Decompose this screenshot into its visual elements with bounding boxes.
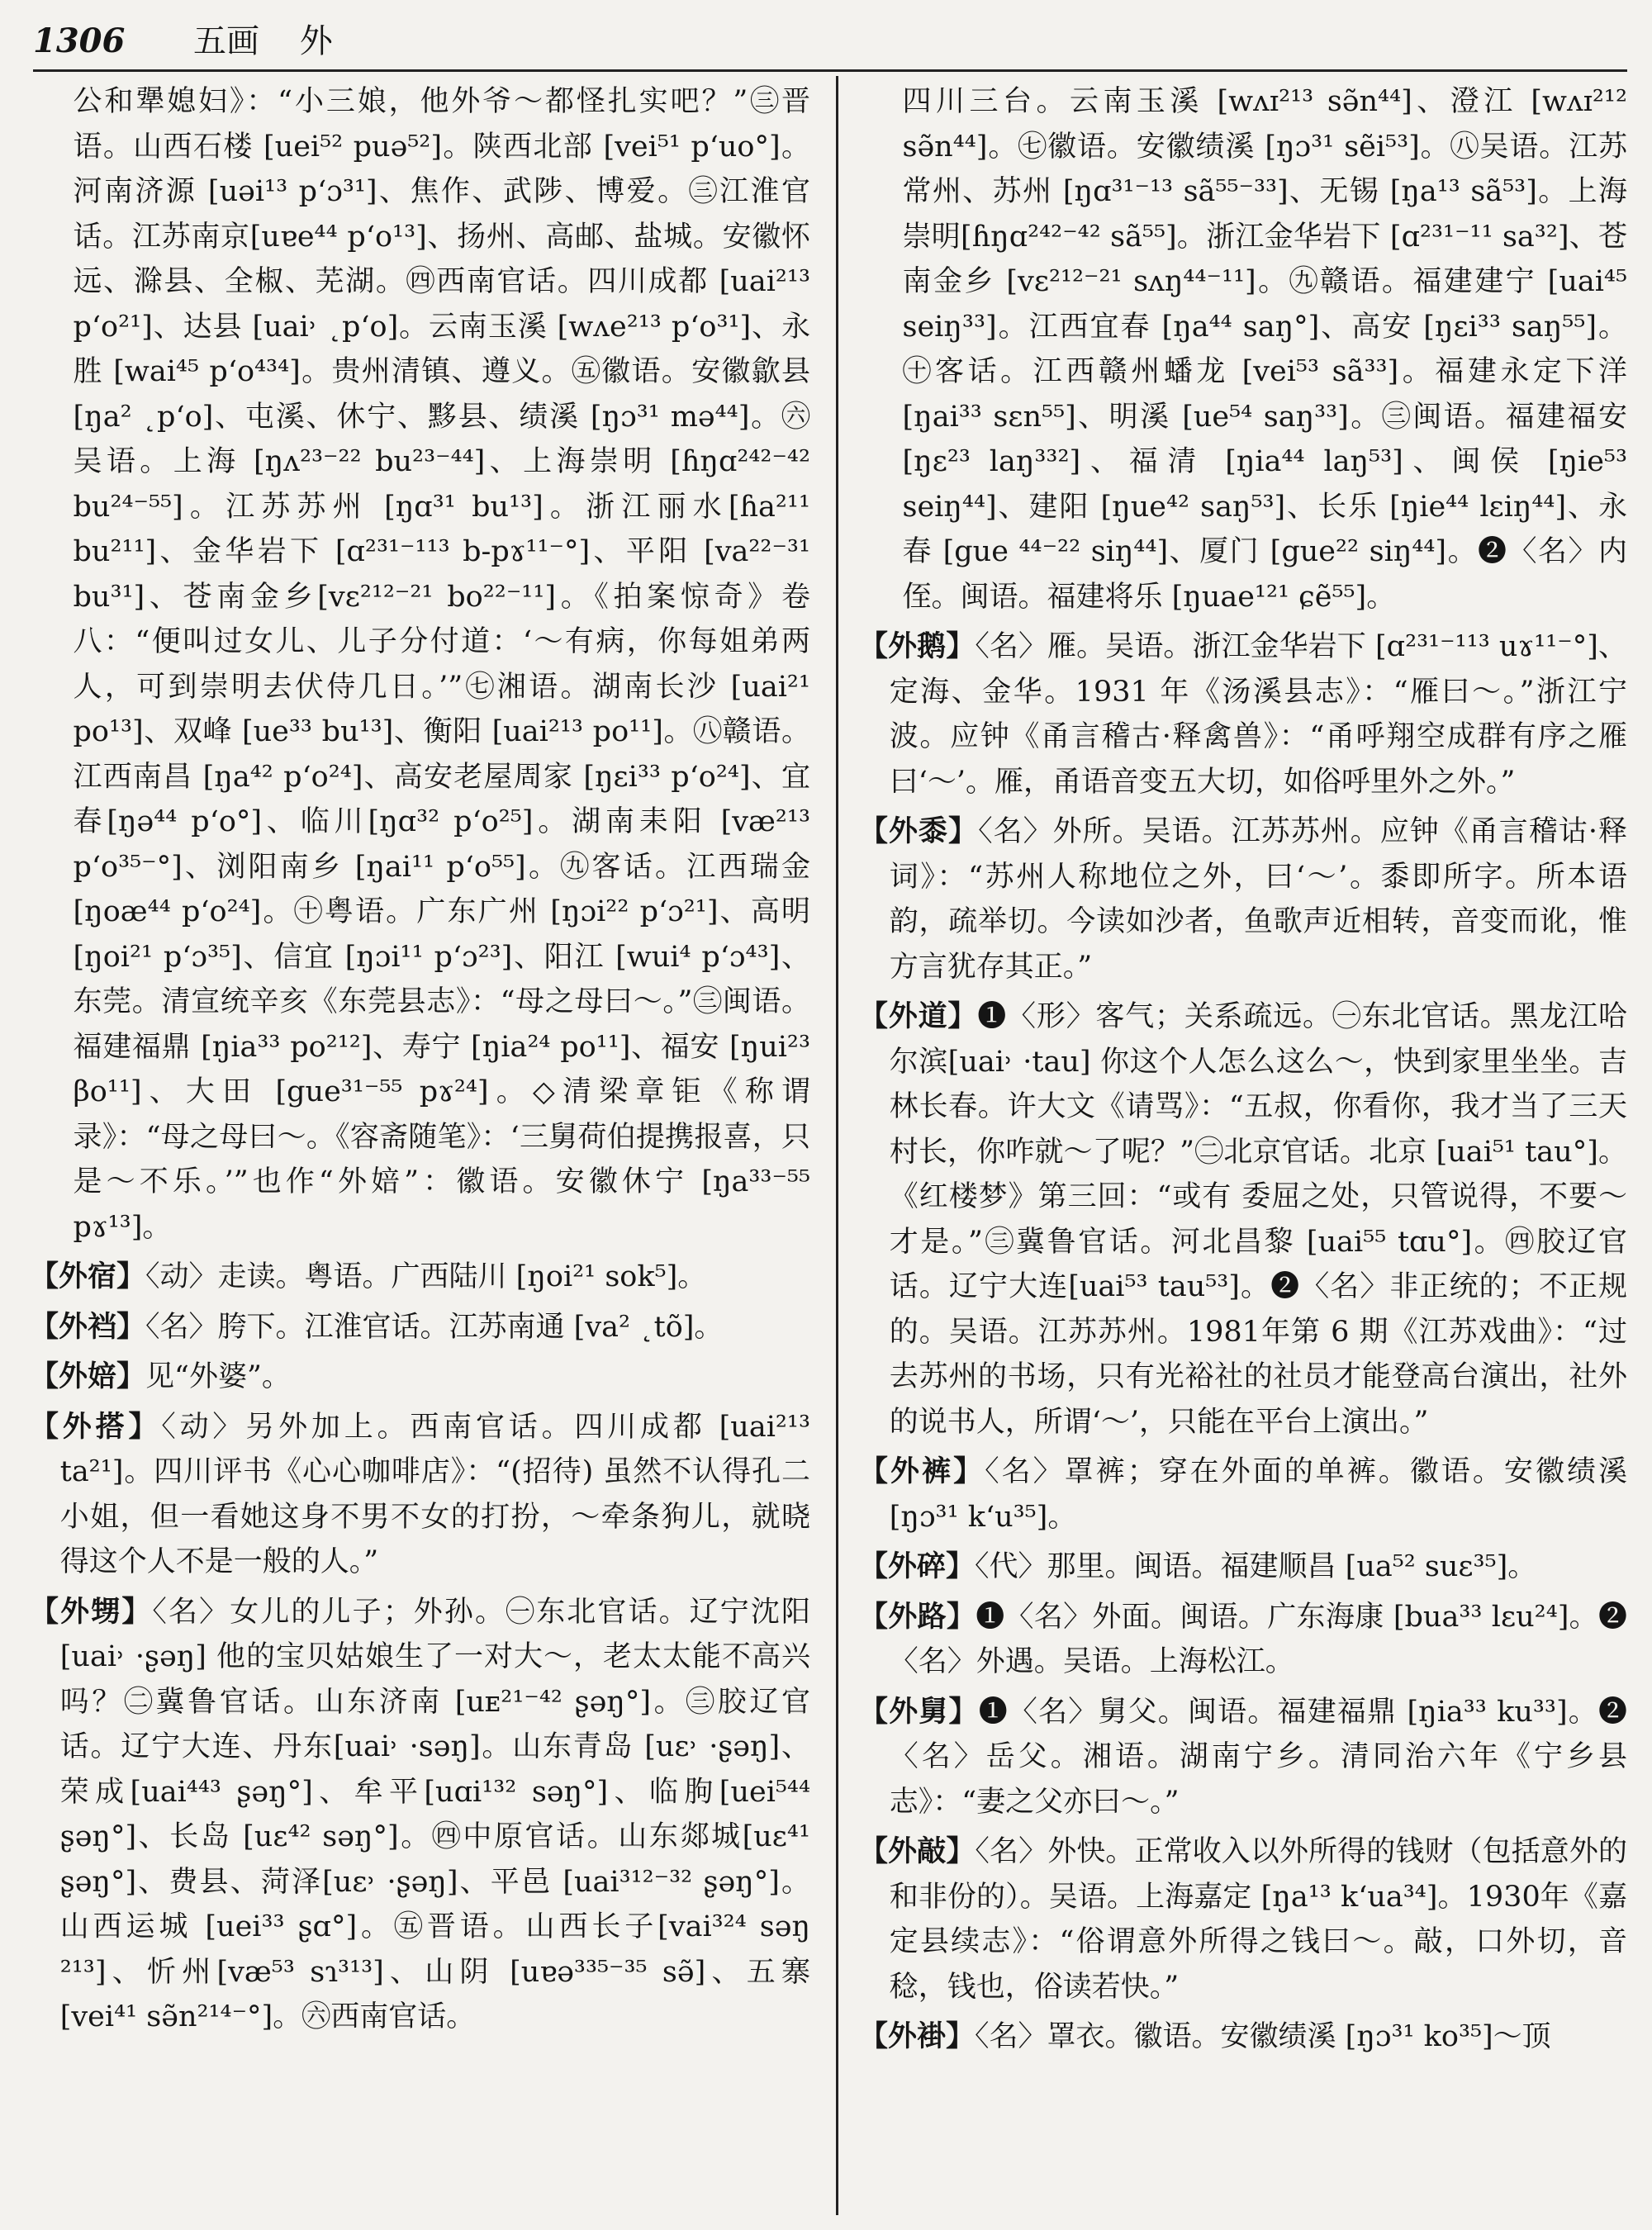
- entry-headword: 【外鹅】: [859, 629, 976, 663]
- entry-headword: 【外道】: [859, 999, 978, 1033]
- column-divider: [836, 76, 838, 2215]
- page-number: 1306: [33, 21, 126, 60]
- headword-text: 外敲: [888, 1834, 947, 1868]
- entry-definition: 〈名〉女儿的儿子；外孙。㊀东北官话。辽宁沈阳 [uai˒ ·ʂəŋ] 他的宝贝姑娘生了一对大～，老太太能不高兴吗？㊁冀鲁官话。山东济南 [uᴇ²¹⁻⁴² ʂəŋ°]。㊂胶辽官话。辽宁大连、丹东[uai˒ ·səŋ]。山东青岛 [uɛ˒ ·ʂəŋ]、荣成[uai⁴⁴³ ʂəŋ°]、牟平[uɑi¹³² səŋ°]、临朐[uei⁵⁴⁴ ʂəŋ°]、长岛 [uɛ⁴² səŋ°]。㊃中原官话。山东郯城[uɛ⁴¹ ʂəŋ°]、费县、菏泽[uɛ˒ ·ʂəŋ]、平邑 [uai³¹²⁻³² ʂəŋ°]。山西运城 [uei³³ ʂɑ°]。㊄晋语。山西长子[vai³²⁴ səŋ ²¹³]、忻州[væ⁵³ sɿ³¹³]、山阴 [uɐə³³⁵⁻³⁵ sə̃]、五寨 [vei⁴¹ sə̃n²¹⁴⁻°]。㊅西南官话。: [59, 1595, 810, 2033]
- dictionary-entry: [30, 1355, 810, 1400]
- dictionary-entry: [859, 994, 1627, 1445]
- headword-text: 外鹅: [888, 629, 947, 663]
- dictionary-entry: [30, 1590, 810, 2040]
- section-title: 五画: [193, 22, 260, 60]
- entry-headword: 【外黍】: [859, 814, 979, 848]
- entry-definition: 〈动〉走读。粤语。广西陆川 [ŋoi²¹ sok⁵]。: [145, 1260, 707, 1293]
- right-column: [859, 79, 1627, 2218]
- entry-headword: 【外宿】: [30, 1260, 146, 1293]
- dictionary-entry: [859, 1544, 1627, 1590]
- dictionary-entry: [859, 809, 1627, 989]
- dictionary-entry: [859, 624, 1627, 804]
- headword-text: 外裤: [890, 1454, 954, 1488]
- left-column: [30, 79, 810, 2218]
- entry-definition: 〈名〉罩裤；穿在外面的单裤。徽语。安徽绩溪 [ŋɔ³¹ k‘u³⁵]。: [889, 1455, 1627, 1534]
- dictionary-entry: [859, 1595, 1627, 1685]
- dictionary-entry: [859, 1829, 1627, 2009]
- headword-text: 外甥: [60, 1594, 122, 1629]
- entry-headword: 【外婄】: [30, 1359, 146, 1393]
- entry-headword: 【外裤】: [859, 1454, 985, 1488]
- headword-text: 外舅: [889, 1694, 949, 1729]
- entry-definition: 〈动〉另外加上。西南官话。四川成都 [uai²¹³ ta²¹]。四川评书《心心咖啡店》：“(招待) 虽然不认得孔二小姐，但一看她这身不男不女的打扮，～牵条狗儿，就晓得这个人不是一般的人。”: [59, 1410, 810, 1578]
- headword-text: 外碎: [888, 1549, 947, 1583]
- headword-text: 外黍: [889, 814, 949, 848]
- entry-definition: 〈名〉外快。正常收入以外所得的钱财（包括意外的和非份的）。吴语。上海嘉定 [ŋa¹³ k‘ua³⁴]。1930年《嘉定县续志》：“俗谓意外所得之钱曰～。敲，口外切，音稔，钱也，俗读若快。”: [889, 1835, 1627, 2004]
- headword-text: 外宿: [59, 1260, 117, 1293]
- entry-headword: 【外碎】: [859, 1549, 976, 1583]
- entry-definition: 〈名〉雁。吴语。浙江金华岩下 [ɑ²³¹⁻¹¹³ uɤ¹¹⁻°]、定海、金华。1931 年《汤溪县志》：“雁曰～。”浙江宁波。应钟《甬言稽古·释禽兽》：“甬呼翔空成群有序之雁曰‘～’。雁，甬语音变五大切，如俗呼里外之外。”: [889, 630, 1627, 799]
- headword-text: 外裆: [59, 1309, 117, 1344]
- entry-definition: 〈名〉罩衣。徽语。安徽绩溪 [ŋɔ³¹ ko³⁵]～顶: [975, 2020, 1551, 2053]
- dictionary-entry: [859, 1450, 1627, 1540]
- entry-headword: 【外褂】: [859, 2019, 976, 2053]
- page-header: [33, 18, 333, 64]
- dictionary-entry: [30, 1405, 810, 1585]
- headword-text: 外搭: [62, 1409, 129, 1444]
- entry-headword: 【外甥】: [30, 1594, 153, 1629]
- dictionary-entry: [859, 2014, 1627, 2060]
- entry-definition: 〈名〉胯下。江淮官话。江苏南通 [va² ˛tõ]。: [145, 1310, 724, 1344]
- entry-definition: 见“外婆”。: [145, 1360, 291, 1393]
- entry-headword: 【外舅】: [859, 1694, 979, 1729]
- entry-headword: 【外裆】: [30, 1309, 146, 1344]
- entry-headword: 【外敲】: [859, 1834, 976, 1868]
- entry-definition: ❶〈名〉外面。闽语。广东海康 [bua³³ lɛu²⁴]。❷〈名〉外遇。吴语。上海松江。: [889, 1600, 1627, 1678]
- headword-text: 外褂: [888, 2019, 947, 2053]
- dictionary-entry: [859, 1690, 1627, 1825]
- entry-continuation: 四川三台。云南玉溪 [wʌɪ²¹³ sə̃n⁴⁴]、澄江 [wʌɪ²¹² sə̃n⁴⁴]。㊆徽语。安徽绩溪 [ŋɔ³¹ sẽi⁵³]。㊇吴语。江苏常州、苏州 [ŋɑ³¹⁻¹³ sã⁵⁵⁻³³]、无锡 [ŋa¹³ sã⁵³]。上海崇明[ɦŋɑ²⁴²⁻⁴² sã⁵⁵]。浙江金华岩下 [ɑ²³¹⁻¹¹ sa³²]、苍南金乡 [vɛ²¹²⁻²¹ sʌŋ⁴⁴⁻¹¹]。㊈赣语。福建建宁 [uai⁴⁵ seiŋ³³]。江西宜春 [ŋa⁴⁴ saŋ°]、高安 [ŋɛi³³ saŋ⁵⁵]。㊉客话。江西赣州蟠龙 [vei⁵³ sã³³]。福建永定下洋 [ŋai³³ sɛn⁵⁵]、明溪 [ue⁵⁴ saŋ³³]。㊂闽语。福建福安 [ŋɛ²³ laŋ³³²]、福清 [ŋia⁴⁴ laŋ⁵³]、闽侯 [ŋie⁵³ seiŋ⁴⁴]、建阳 [ŋue⁴² saŋ⁵³]、长乐 [ŋie⁴⁴ lɛiŋ⁴⁴]、永春 [gue ⁴⁴⁻²² siŋ⁴⁴]、厦门 [gue²² siŋ⁴⁴]。❷〈名〉内侄。闽语。福建将乐 [ŋuae¹²¹ ɕẽ⁵⁵]。: [902, 85, 1627, 614]
- dictionary-entry: [30, 1305, 810, 1350]
- header-rule: [33, 69, 1627, 72]
- entry-definition: ❶〈名〉舅父。闽语。福建福鼎 [ŋia³³ ku³³]。❷〈名〉岳父。湘语。湖南宁乡。清同治六年《宁乡县志》：“妻之父亦曰～。”: [889, 1695, 1627, 1819]
- entry-headword: 【外搭】: [30, 1409, 162, 1444]
- entry-definition: 〈名〉外所。吴语。江苏苏州。应钟《甬言稽诂·释词》：“苏州人称地位之外，曰‘～’。黍即所字。所本语韵，疏举切。今读如沙者，鱼歌声近相转，音变而讹，惟方言犹存其正。”: [889, 815, 1627, 984]
- dictionary-entry: [30, 1255, 810, 1300]
- headword-text: 外婄: [59, 1359, 117, 1393]
- headword-text: 外道: [888, 999, 948, 1033]
- headword-character: 外: [299, 22, 333, 60]
- entry-headword: 【外路】: [859, 1599, 976, 1634]
- entry-continuation: 公和犟媳妇》：“小三娘，他外爷～都怪扎实吧？”㊂晋语。山西石楼 [uei⁵² puə⁵²]。陕西北部 [vei⁵¹ p‘uo°]。河南济源 [uəi¹³ p‘ɔ³¹]、焦作、武陟、博爱。㊂江淮官话。江苏南京[uɐe⁴⁴ p‘o¹³]、扬州、高邮、盐城。安徽怀远、滁县、全椒、芜湖。㊃西南官话。四川成都 [uai²¹³ p‘o²¹]、达县 [uai˒ ˛p‘o]。云南玉溪 [wʌe²¹³ p‘o³¹]、永胜 [wai⁴⁵ p‘o⁴³⁴]。贵州清镇、遵义。㊄徽语。安徽歙县 [ŋa² ˛p‘o]、屯溪、休宁、黟县、绩溪 [ŋɔ³¹ mə⁴⁴]。㊅吴语。上海 [ŋʌ²³⁻²² bu²³⁻⁴⁴]、上海崇明 [ɦŋɑ²⁴²⁻⁴² bu²⁴⁻⁵⁵]。江苏苏州 [ŋɑ³¹ bu¹³]。浙江丽水[ɦa²¹¹ bu²¹¹]、金华岩下 [ɑ²³¹⁻¹¹³ b-pɤ¹¹⁻°]、平阳 [va²²⁻³¹ bu³¹]、苍南金乡[vɛ²¹²⁻²¹ bo²²⁻¹¹]。《拍案惊奇》卷八：“便叫过女儿、儿子分付道：‘～有病，你每姐弟两人，可到崇明去伏侍几日。’”㊆湘语。湖南长沙 [uai²¹ po¹³]、双峰 [ue³³ bu¹³]、衡阳 [uai²¹³ po¹¹]。㊇赣语。江西南昌 [ŋa⁴² p‘o²⁴]、高安老屋周家 [ŋɛi³³ p‘o²⁴]、宜春[ŋə⁴⁴ p‘o°]、临川[ŋɑ³² p‘o²⁵]。湖南耒阳 [væ²¹³ p‘o³⁵⁻°]、浏阳南乡 [ŋai¹¹ p‘o⁵⁵]。㊈客话。江西瑞金 [ŋoæ⁴⁴ p‘o²⁴]。㊉粤语。广东广州 [ŋɔi²² p‘ɔ²¹]、高明 [ŋoi²¹ p‘ɔ³⁵]、信宜 [ŋɔi¹¹ p‘ɔ²³]、阳江 [wui⁴ p‘ɔ⁴³]、东莞。清宣统辛亥《东莞县志》：“母之母曰～。”㊂闽语。福建福鼎 [ŋia³³ po²¹²]、寿宁 [ŋia²⁴ po¹¹]、福安 [ŋui²³ βo¹¹]、大田 [gue³¹⁻⁵⁵ pɤ²⁴]。◇清梁章钜《称谓录》：“母之母曰～。《容斋随笔》：‘三舅荷伯提携报喜，只是～不乐。’”也作“外婄”：徽语。安徽休宁 [ŋa³³⁻⁵⁵ pɤ¹³]。: [73, 85, 810, 1244]
- entry-definition: ❶〈形〉客气；关系疏远。㊀东北官话。黑龙江哈尔滨[uai˒ ·tau] 你这个人怎么这么～，快到家里坐坐。吉林长春。许大文《请骂》：“五叔，你看你，我才当了三天村长，你咋就～了呢？”㊁北京官话。北京 [uai⁵¹ tau°]。《红楼梦》第三回：“或有 委屈之处，只管说得，不要～才是。”㊂冀鲁官话。河北昌黎 [uai⁵⁵ tɑu°]。㊃胶辽官话。辽宁大连[uai⁵³ tau⁵³]。❷〈名〉非正统的；不正规的。吴语。江苏苏州。1981年第 6 期《江苏戏曲》：“过去苏州的书场，只有光裕社的社员才能登高台演出，社外的说书人，所谓‘～’，只能在平台上演出。”: [889, 1000, 1627, 1439]
- headword-text: 外路: [888, 1599, 947, 1634]
- entry-definition: 〈代〉那里。闽语。福建顺昌 [ua⁵² suɛ³⁵]。: [975, 1550, 1537, 1583]
